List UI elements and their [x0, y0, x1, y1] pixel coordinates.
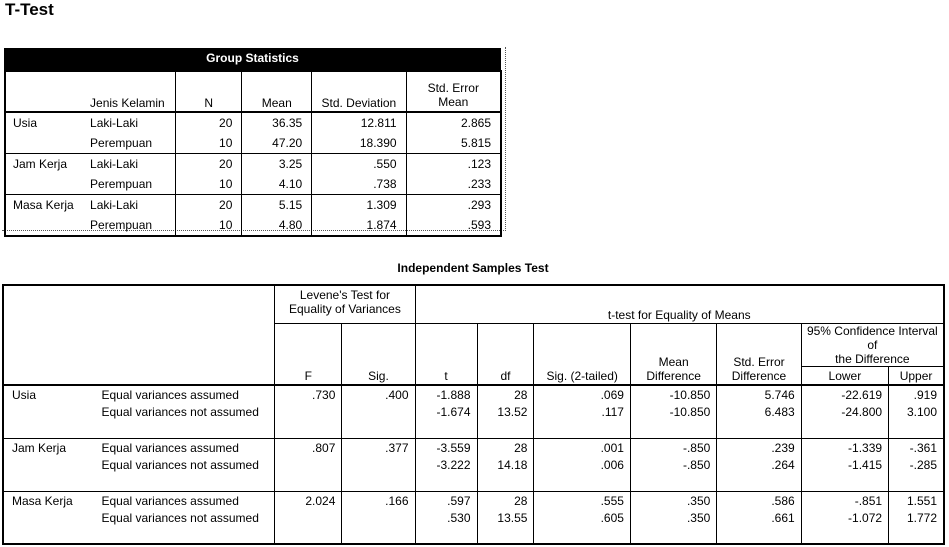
header-jenis-kelamin: Jenis Kelamin: [82, 71, 175, 112]
cell-upper: -.361: [889, 438, 944, 456]
header-mean: Mean: [242, 71, 312, 112]
cell-F: [275, 509, 342, 544]
cell-std-error-mean: 5.815: [406, 133, 501, 154]
cell-std-error-difference: .661: [717, 509, 801, 544]
table-row: [5, 215, 501, 236]
header-sig: Sig.: [342, 324, 415, 386]
cell-mean: 5.15: [242, 195, 312, 216]
cell-t: -1.674: [415, 403, 477, 438]
header-n: N: [175, 71, 241, 112]
independent-samples-test-title: Independent Samples Test: [397, 261, 549, 275]
row-label-not-assumed: Equal variances not assumed: [95, 509, 274, 544]
row-variable: [5, 174, 82, 195]
ist-header-corner: [3, 367, 95, 386]
table-row: [5, 174, 501, 195]
cell-n: 10: [175, 215, 241, 236]
cell-mean: 36.35: [242, 112, 312, 133]
row-label-assumed: Equal variances assumed: [101, 440, 239, 455]
ist-header-corner: [3, 285, 95, 324]
row-group: Perempuan: [82, 133, 175, 154]
cell-mean-difference: .350: [630, 491, 716, 509]
cell-lower: -1.072: [801, 509, 888, 544]
header-std-error-mean: [406, 71, 501, 112]
cell-mean: 3.25: [242, 154, 312, 175]
cell-std-error-mean: .593: [406, 215, 501, 236]
table-row: [5, 112, 501, 133]
cell-upper: 3.100: [889, 403, 944, 438]
cell-std-error-difference: .264: [717, 456, 801, 491]
cell-mean: 4.10: [242, 174, 312, 195]
cell-mean-difference: -.850: [630, 438, 716, 456]
header-md-line2: Difference: [646, 369, 701, 383]
group-statistics-pivot[interactable]: [2, 47, 506, 231]
cell-mean-difference: -10.850: [630, 385, 716, 403]
header-ci-line1: 95% Confidence Interval of: [806, 324, 938, 352]
row-variable: Jam Kerja: [3, 438, 95, 491]
cell-F: .807: [275, 438, 342, 456]
ist-header-corner: [95, 367, 274, 386]
cell-std-error-mean: 2.865: [406, 112, 501, 133]
table-row: [5, 195, 501, 216]
cell-df: 13.55: [477, 509, 534, 544]
table-row: [5, 154, 501, 175]
ist-header-corner: [3, 324, 95, 367]
header-F: F: [275, 324, 342, 386]
cell-upper: .919: [889, 385, 944, 403]
cell-sig-2-tailed: .605: [534, 509, 631, 544]
row-variable: Usia: [5, 112, 82, 133]
row-variable: Jam Kerja: [5, 154, 82, 175]
cell-upper: 1.772: [889, 509, 944, 544]
cell-lower: -24.800: [801, 403, 888, 438]
cell-F: .730: [275, 385, 342, 403]
header-sig-2-tailed: Sig. (2-tailed): [534, 324, 631, 386]
row-label-assumed: Equal variances assumed: [101, 493, 239, 508]
cell-sig-2-tailed: .006: [534, 456, 631, 491]
table-row: [3, 491, 944, 509]
row-label-not-assumed: Equal variances not assumed: [95, 456, 274, 491]
cell-lower: -.851: [801, 491, 888, 509]
header-confidence-interval: [801, 324, 944, 367]
cell-mean: 4.80: [242, 215, 312, 236]
cell-t: -3.222: [415, 456, 477, 491]
cell-lower: -1.415: [801, 456, 888, 491]
header-ci-line2: the Difference: [835, 352, 910, 366]
cell-sig: .166: [342, 491, 415, 509]
cell-t: .530: [415, 509, 477, 544]
cell-std-deviation: 12.811: [312, 112, 406, 133]
cell-std-deviation: 18.390: [312, 133, 406, 154]
row-label-not-assumed: Equal variances not assumed: [95, 403, 274, 438]
cell-df: 28: [477, 385, 534, 403]
row-variable: Usia: [3, 385, 95, 438]
cell-std-error-difference: 5.746: [717, 385, 801, 403]
cell-upper: 1.551: [889, 491, 944, 509]
cell-std-error-mean: .293: [406, 195, 501, 216]
cell-std-deviation: .550: [312, 154, 406, 175]
ist-header-row-2: [3, 324, 944, 367]
cell-t: -1.888: [415, 385, 477, 403]
cell-std-error-difference: .239: [717, 438, 801, 456]
cell-n: 20: [175, 195, 241, 216]
ist-header-corner: [95, 285, 274, 324]
cell-mean-difference: -.850: [630, 456, 716, 491]
row-label-assumed: Equal variances assumed: [101, 388, 239, 402]
cell-sig-2-tailed: .069: [534, 385, 631, 403]
cell-lower: -1.339: [801, 438, 888, 456]
cell-df: 28: [477, 491, 534, 509]
header-mean-difference: [630, 324, 716, 386]
header-std-error-line2: Mean: [438, 95, 469, 109]
cell-mean: 47.20: [242, 133, 312, 154]
cell-lower: -22.619: [801, 385, 888, 403]
header-variable: [5, 71, 82, 112]
table-row: [3, 509, 944, 544]
cell-F: [275, 456, 342, 491]
cell-F: [275, 403, 342, 438]
header-sed-line2: Difference: [731, 369, 787, 383]
cell-sig: [342, 403, 415, 438]
row-group: Perempuan: [82, 174, 175, 195]
table-row: [3, 385, 944, 403]
cell-sig-2-tailed: .001: [534, 438, 631, 456]
ist-header-corner: [95, 324, 274, 367]
cell-std-error-mean: .233: [406, 174, 501, 195]
cell-n: 20: [175, 154, 241, 175]
cell-df: 28: [477, 438, 534, 456]
cell-std-error-mean: .123: [406, 154, 501, 175]
cell-mean-difference: -10.850: [630, 403, 716, 438]
row-variable: Masa Kerja: [5, 195, 82, 216]
cell-F: 2.024: [275, 491, 342, 509]
group-statistics-table: [4, 70, 502, 237]
page-title: T-Test: [5, 0, 54, 19]
cell-sig-2-tailed: .117: [534, 403, 631, 438]
header-levene-line1: Levene's Test for: [299, 288, 390, 302]
header-df: df: [477, 324, 534, 386]
header-std-error-difference: [717, 324, 801, 386]
header-t: t: [415, 324, 477, 386]
header-levene-test: [275, 285, 415, 324]
group-statistics-header-row: [5, 71, 501, 112]
cell-n: 20: [175, 112, 241, 133]
table-row: [5, 133, 501, 154]
cell-std-error-difference: 6.483: [717, 403, 801, 438]
header-levene-line2: Equality of Variances: [289, 302, 401, 316]
cell-df: 13.52: [477, 403, 534, 438]
cell-t: -3.559: [415, 438, 477, 456]
cell-sig-2-tailed: .555: [534, 491, 631, 509]
header-std-error-line1: Std. Error: [427, 81, 479, 95]
cell-std-deviation: .738: [312, 174, 406, 195]
group-statistics-title: Group Statistics: [4, 48, 501, 70]
independent-samples-test-table[interactable]: [2, 284, 945, 545]
row-group: Laki-Laki: [90, 198, 139, 212]
header-md-line1: Mean: [658, 355, 689, 369]
header-upper: Upper: [889, 367, 944, 386]
cell-mean-difference: .350: [630, 509, 716, 544]
cell-sig: .400: [342, 385, 415, 403]
table-row: [3, 456, 944, 491]
row-group: Perempuan: [82, 215, 175, 236]
cell-t: .597: [415, 491, 477, 509]
cell-sig: .377: [342, 438, 415, 456]
row-variable: [5, 133, 82, 154]
cell-std-deviation: 1.309: [312, 195, 406, 216]
header-std-deviation: Std. Deviation: [312, 71, 406, 112]
ist-header-row-1: [3, 285, 944, 324]
row-group: Laki-Laki: [90, 116, 139, 130]
row-group: Laki-Laki: [90, 157, 139, 171]
row-variable: Masa Kerja: [3, 491, 95, 544]
cell-sig: [342, 509, 415, 544]
cell-upper: -.285: [889, 456, 944, 491]
header-sed-line1: Std. Error: [733, 355, 785, 369]
cell-n: 10: [175, 133, 241, 154]
row-variable: [5, 215, 82, 236]
cell-df: 14.18: [477, 456, 534, 491]
table-row: [3, 403, 944, 438]
cell-std-error-difference: .586: [717, 491, 801, 509]
header-lower: Lower: [801, 367, 888, 386]
cell-std-deviation: 1.874: [312, 215, 406, 236]
header-ttest-equality-of-means: t-test for Equality of Means: [415, 285, 944, 324]
cell-sig: [342, 456, 415, 491]
cell-n: 10: [175, 174, 241, 195]
table-row: [3, 438, 944, 456]
